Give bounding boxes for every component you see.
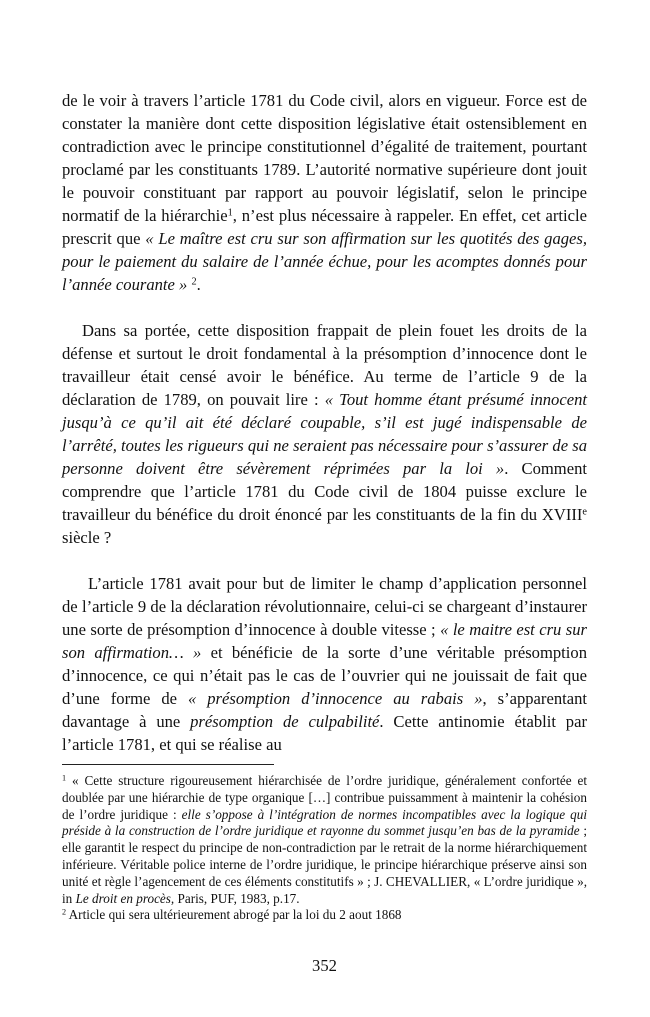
footnotes — [62, 773, 587, 924]
italic-text: « présomption d’innocence au rabais » — [187, 689, 483, 708]
text-segment: et bénéficie de la sorte d’une véritable présomption d’innocence, ce qui n’était pas le cas de l’ouvrier qui ne jouissait de fait que d’une forme de — [62, 643, 587, 708]
italic-text: « Tout homme étant présumé innocent jusqu’à ce qu’il ait été déclaré coupable, s’il est jugé indispensable de l’arrêté, toutes les rigueurs qui ne seraient pas nécessaire pour s’assurer de sa personne doivent être sévèrement réprimées par la loi » — [62, 390, 587, 478]
italic-text: « le maitre est cru sur son affirmation… » — [62, 620, 587, 662]
footnote — [62, 773, 587, 907]
paragraph — [62, 572, 587, 756]
italic-text: « Le maître est cru sur son affirmation sur les quotités des gages, pour le paiement du salaire de l’année échue, pour les acomptes donnés pour l’année courante » — [62, 229, 588, 294]
paragraph — [62, 89, 587, 296]
text-segment: L’article 1781 avait pour but de limiter le champ d’application personnel de l’article 9 de la déclaration révolutionnaire, celui-ci se chargeant d’instaurer une sorte de présomption d’innocence à double vitesse ; — [62, 574, 587, 639]
text-segment: . Comment comprendre que l’article 1781 du Code civil de 1804 puisse exclure le travailleur du bénéfice du droit énoncé par les constituants de la fin du XVIII — [62, 459, 587, 524]
italic-text: Le droit en procès, — [75, 890, 175, 906]
footnote-separator — [62, 764, 274, 765]
footnote-reference: e — [582, 506, 587, 518]
body-text — [62, 89, 587, 756]
footnote-reference: 1 — [62, 773, 67, 783]
text-segment: « Cette structure rigoureusement hiérarchisée de l’ordre juridique, généralement confortée et doublée par une hiérarchie de type organique […] contribue puissamment à maintenir la cohésion de l’ordre juridique : — [62, 773, 587, 822]
footnote-reference: 1 — [227, 207, 233, 219]
italic-text: présomption de culpabilité — [190, 712, 380, 731]
paragraph — [62, 319, 587, 549]
text-segment: siècle ? — [62, 528, 112, 547]
text-segment: . — [196, 275, 201, 294]
text-segment: Paris, PUF, 1983, p.17. — [174, 890, 300, 906]
text-segment: Dans sa portée, cette disposition frappait de plein fouet les droits de la défense et surtout le droit fondamental à la présomption d’innocence dont le travailleur était censé avoir le bénéfice. Au terme de l’article 9 de la déclaration de 1789, on pouvait lire : — [62, 321, 587, 409]
page-number: 352 — [312, 956, 337, 976]
footnote-reference: 2 — [191, 276, 197, 288]
footnote-reference: 2 — [62, 907, 67, 917]
text-segment: Article qui sera ultérieurement abrogé par la loi du 2 aout 1868 — [66, 907, 402, 923]
italic-text: elle s’oppose à l’intégration de normes incompatibles avec la logique qui préside à la construction de l’ordre juridique et rayonne du sommet jusqu’en bas de la pyramide — [62, 806, 587, 839]
text-segment: , s’apparentant davantage à une — [62, 689, 587, 731]
text-segment: , n’est plus nécessaire à rappeler. En effet, cet article prescrit que — [62, 206, 587, 248]
text-segment: de le voir à travers l’article 1781 du Code civil, alors en vigueur. Force est de constater la manière dont cette disposition législative était ostensiblement en contradiction avec le principe constitutionnel d’égalité de traitement, pourtant proclamé par les constituants 1789. L’autorité normative supérieure dont jouit le pouvoir constituant par rapport au pouvoir législatif, selon le principe normatif de la hiérarchie — [62, 91, 587, 225]
text-segment: . Cette antinomie établit par l’article 1781, et qui se réalise au — [62, 712, 587, 754]
footnote — [62, 907, 587, 924]
text-segment: ; elle garantit le respect du principe de non-contradiction par le retrait de la norme hiérarchiquement inférieure. Véritable police interne de l’ordre juridique, le principe hiérarchique préserve ainsi son unité et règle l’agencement de ces éléments constitutifs » ; J. CHEVALLIER, « L’ordre juridique », in — [62, 823, 587, 906]
